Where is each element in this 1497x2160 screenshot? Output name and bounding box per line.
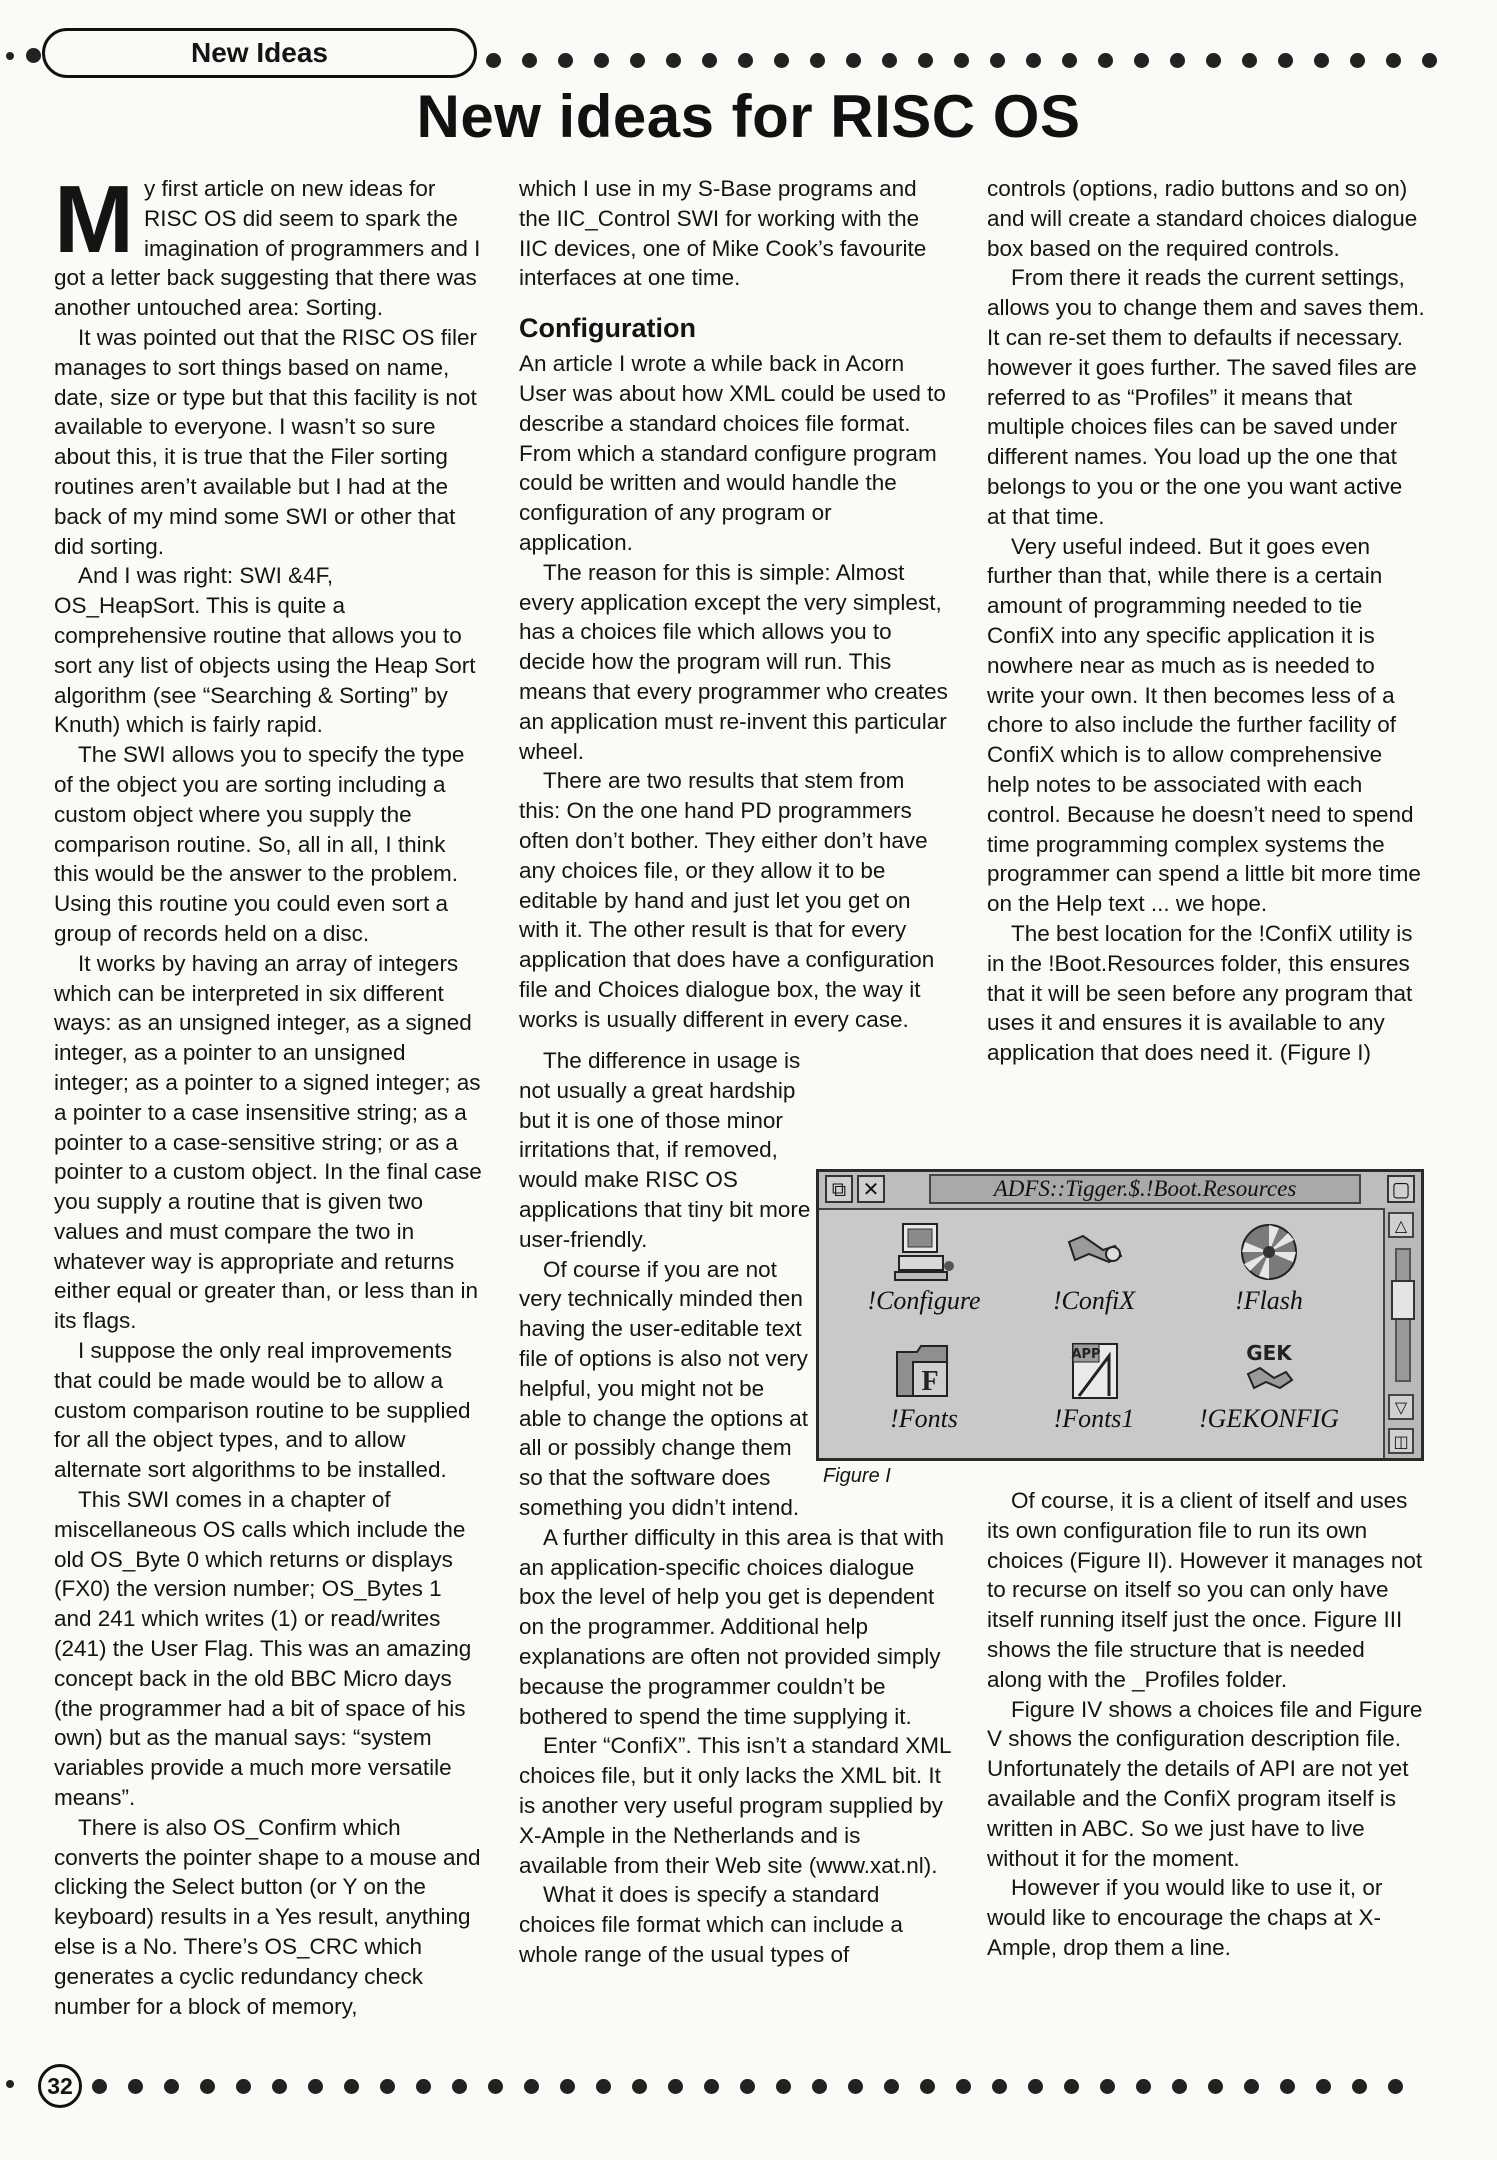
column-2 — [519, 174, 951, 1035]
icon-label: !ConfiX — [1052, 1286, 1136, 1315]
paragraph: which I use in my S-Base programs and the IIC_Control SWI for working with the IIC devices, one of Mike Cook’s favourite interfaces at one time. — [519, 176, 927, 291]
wrench-icon — [1059, 1220, 1129, 1284]
scroll-down-icon[interactable]: ▽ — [1388, 1394, 1414, 1420]
paragraph: There is also OS_Confirm which converts the pointer shape to a mouse and clicking the Select button (or Y on the keyboard) results in a Yes result, anything else is a No. There’s OS_CRC which generates a cyclic redundancy check number for a block of memory, — [54, 1814, 481, 2019]
icon-label: !Flash — [1235, 1286, 1303, 1315]
paragraph: The best location for the !ConfiX utility is in the !Boot.Resources folder, this ensures that it will be seen before any program that uses it and ensures it is available to any application that does need it. (Figure I) — [987, 920, 1413, 1066]
icon-label: !GEKONFIG — [1198, 1404, 1340, 1433]
column-3-continued — [987, 1486, 1425, 1963]
paragraph: I suppose the only real improvements that could be made would be to allow a custom comparison routine to be supplied for all the object types, and to allow alternate sort algorithms to be installed. — [54, 1338, 471, 1483]
paragraph: It works by having an array of integers which can be interpreted in six different ways: as an unsigned integer, as a signed integer, as a pointer to an unsigned integer; as a pointer to a signed integer; as a pointer to a case insensitive string; as a pointer to a case-sensitive string; or as a pointer to a custom object. In the final case you supply a routine that is given two values and must compare the two in whatever way is appropriate and returns either equal or greater than, or less than in its flags. — [54, 950, 482, 1334]
footer-dot-rule — [6, 2080, 26, 2088]
window-title: ADFS::Tigger.$.!Boot.Resources — [929, 1174, 1361, 1204]
header-dot-rule — [6, 48, 41, 63]
paragraph: The difference in usage is not usually a great hardship but it is one of those minor irritations that, if removed, would make RISC OS applications that tiny bit more user-friendly. — [519, 1048, 811, 1252]
paragraph: Enter “ConfiX”. This isn’t a standard XML choices file, but it only lacks the XML bit. It is another very useful program supplied by X-Ample in the Netherlands and is available from their Web site (www.xat.nl). — [519, 1733, 951, 1878]
icon-label: !Fonts — [890, 1404, 958, 1433]
paragraph: A further difficulty in this area is that with an application-specific choices dialogue box the level of help you get is dependent on the programmer. Additional help explanations are often not provided simply because the programmer couldn’t be bothered to spend the time supplying it. — [519, 1524, 945, 1729]
figure-caption: Figure I — [823, 1465, 891, 1487]
paragraph: Of course if you are not very technically minded then having the user-editable text file of options is also not very helpful, you might not be able to change the options at all or possibly change them so that the software does something you didn’t intend. — [519, 1256, 808, 1520]
paragraph: An article I wrote a while back in Acorn User was about how XML could be used to describe a standard choices file format. From which a standard configure program could be written and would handle the configuration of any program or application. — [519, 351, 946, 555]
filer-window-figure — [816, 1169, 1424, 1461]
decorative-dot — [6, 52, 14, 60]
header-dot-rule-right — [486, 53, 1458, 68]
close-icon[interactable]: ✕ — [857, 1175, 885, 1203]
app-icon-flash[interactable] — [1184, 1220, 1354, 1330]
icon-label: !Configure — [867, 1286, 981, 1315]
application-icon — [1059, 1338, 1129, 1402]
computer-icon — [889, 1220, 959, 1284]
scroll-up-icon[interactable]: △ — [1388, 1212, 1414, 1238]
paragraph: The SWI allows you to specify the type of the object you are sorting including a custom object where you supply the comparison routine. So, all in all, I think this would be the answer to the problem. Using this routine you could even sort a group of records held on a disc. — [54, 742, 465, 946]
app-glyph: APP — [1071, 1347, 1101, 1362]
app-icon-fonts1[interactable] — [1009, 1338, 1179, 1448]
paragraph: It was pointed out that the RISC OS filer manages to sort things based on name, date, size or type but that this facility is not available to everyone. I wasn’t so sure about this, it is true that the Filer sorting routines aren’t available but I had at the back of my mind some SWI or other that did sorting. — [54, 324, 477, 559]
paragraph: However if you would like to use it, or would like to encourage the chaps at X-Ample, drop them a line. — [987, 1875, 1383, 1960]
flash-icon — [1234, 1220, 1304, 1284]
paragraph: And I was right: SWI &4F, OS_HeapSort. This is quite a comprehensive routine that allows you to sort any list of objects using the Heap Sort algorithm (see “Searching & Sorting” by Knuth) which is fairly rapid. — [54, 563, 476, 738]
paragraph: Very useful indeed. But it goes even further than that, while there is a certain amount of programming needed to tie ConfiX into any specific application it is nowhere near as much as is needed to write your own. It then becomes less of a chore to also include the further facility of ConfiX which is to allow comprehensive help notes to be associated with each control. Because he doesn’t need to spend time programming complex systems the programmer can spend a little bit more time on the Help text ... we hope. — [987, 533, 1421, 917]
column-3 — [987, 174, 1425, 1068]
fonts-folder-icon — [889, 1338, 959, 1402]
paragraph: From there it reads the current settings, allows you to change them and saves them. It can re-set them to defaults if necessary. however it goes further. The saved files are referred to as “Profiles” it means that multiple choices files can be saved under different names. You load up the one that belongs to you or the one you want active at that time. — [987, 265, 1425, 529]
toggle-size-icon[interactable]: ▢ — [1387, 1175, 1415, 1203]
section-label: New Ideas — [42, 28, 477, 78]
decorative-dot — [26, 48, 41, 63]
app-icon-configure[interactable] — [839, 1220, 1009, 1330]
fonts-glyph: F — [921, 1366, 939, 1397]
app-icon-fonts[interactable] — [839, 1338, 1009, 1448]
footer-dot-rule-right — [92, 2079, 1424, 2094]
window-titlebar — [819, 1172, 1421, 1210]
back-icon[interactable]: ⧉ — [825, 1175, 853, 1203]
page-number: 32 — [38, 2064, 82, 2108]
drop-cap: M — [54, 166, 134, 273]
column-1 — [54, 166, 484, 2021]
paragraph: controls (options, radio buttons and so on) and will create a standard choices dialogue box based on the required controls. — [987, 176, 1418, 261]
resize-icon[interactable]: ◫ — [1388, 1428, 1414, 1454]
article-title: New ideas for RISC OS — [416, 83, 1081, 150]
gekonfig-icon — [1234, 1338, 1304, 1402]
vertical-scrollbar[interactable] — [1383, 1208, 1421, 1458]
paragraph: There are two results that stem from this: On the one hand PD programmers often don’t bother. They either don’t have any choices file, or they allow it to be editable by hand and just let you get on with it. The other result is that for every application that does have a configuration file and Choices dialogue box, the way it works is usually different in every case. — [519, 768, 935, 1032]
icon-label: !Fonts1 — [1053, 1404, 1135, 1433]
gek-glyph: GEK — [1246, 1341, 1292, 1365]
paragraph: This SWI comes in a chapter of miscellaneous OS calls which include the old OS_Byte 0 which returns or displays (FX0) the version number; OS_Bytes 1 and 241 which writes (1) or read/writes (241) the User Flag. This was an amazing concept back in the old BBC Micro days (the programmer had a bit of space of his own) but as the manual says: “system variables provide a much more versatile means”. — [54, 1487, 472, 1811]
app-icon-gekonfig[interactable] — [1184, 1338, 1354, 1448]
paragraph: The reason for this is simple: Almost every application except the very simplest, has a choices file which allows you to decide how the program will run. This means that every programmer who creates an application must re-invent this particular wheel. — [519, 559, 948, 764]
paragraph: Of course, it is a client of itself and uses its own configuration file to run its own choices (Figure II). However it manages not to recurse on itself so you can only have itself running itself just the once. Figure III shows the file structure that is needed along with the _Profiles folder. — [987, 1488, 1423, 1692]
paragraph: Figure IV shows a choices file and Figure V shows the configuration description file. Unfortunately the details of API are not yet available and the ConfiX program itself is written in ABC. So we just have to live without it for the moment. — [987, 1696, 1423, 1871]
scroll-handle[interactable] — [1391, 1280, 1415, 1320]
paragraph: My first article on new ideas for RISC OS did seem to spark the imagination of programmers and I got a letter back suggesting that there was another untouched area: Sorting. — [54, 166, 481, 321]
paragraph: What it does is specify a standard choices file format which can include a whole range of the usual types of — [519, 1882, 903, 1967]
section-heading: Configuration — [519, 313, 696, 344]
app-icon-confix[interactable] — [1009, 1220, 1179, 1330]
